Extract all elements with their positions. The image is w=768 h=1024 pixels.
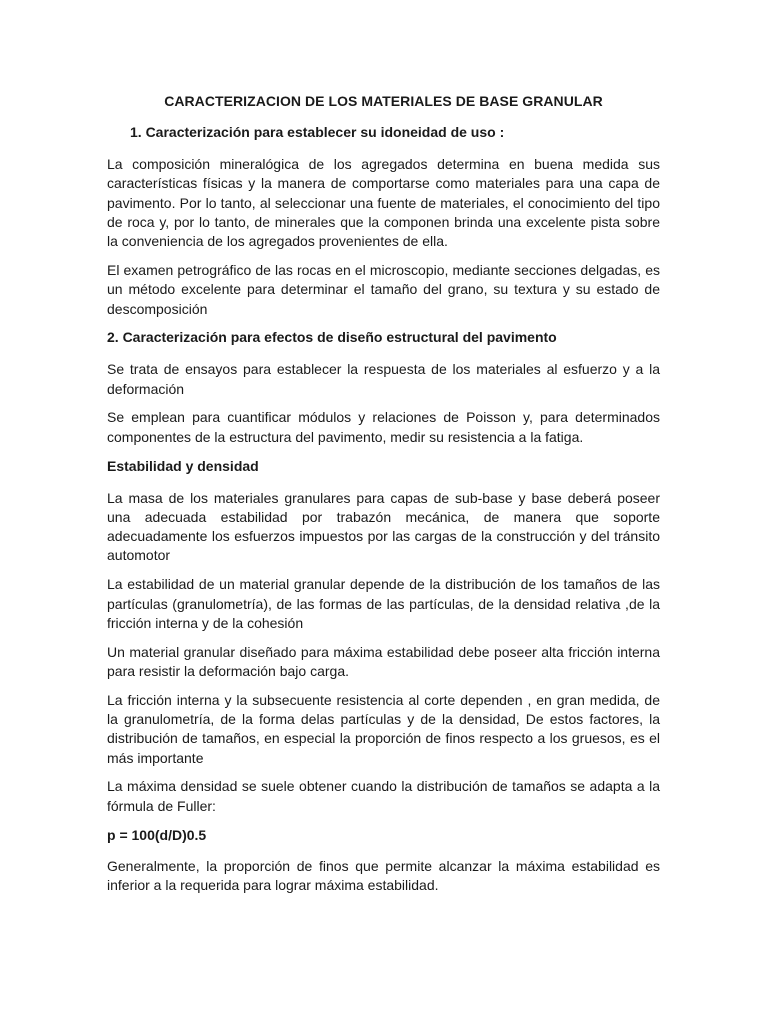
- section-1-heading: 1. Caracterización para establecer su idoneidad de uso :: [130, 124, 505, 140]
- paragraph-4: Se emplean para cuantificar módulos y relaciones de Poisson y, para determinados componentes de la estructura del pavimento, medir su resistencia a la fatiga.: [107, 409, 660, 445]
- paragraph-3: Se trata de ensayos para establecer la respuesta de los materiales al esfuerzo y a la deformación: [107, 361, 660, 397]
- section-3-heading: Estabilidad y densidad: [107, 457, 259, 474]
- paragraph-8: La fricción interna y la subsecuente resistencia al corte dependen , en gran medida, de la granulometría, de la forma delas partículas y de la densidad, De estos factores, la distribución de tamaños, en especial la proporción de finos respecto a los gruesos, es el más importante: [107, 691, 660, 766]
- paragraph-7: Un material granular diseñado para máxima estabilidad debe poseer alta fricción interna para resistir la deformación bajo carga.: [107, 643, 660, 679]
- document-title: CARACTERIZACION DE LOS MATERIALES DE BASE GRANULAR: [164, 93, 603, 109]
- paragraph-1: La composición mineralógica de los agregados determina en buena medida sus características físicas y la manera de comportarse como materiales para una capa de pavimento. Por lo tanto, al seleccionar una fuente de materiales, el conocimiento del tipo de roca y, por lo tanto, de minerales que la componen brinda una excelente pista sobre la conveniencia de los agregados provenientes de ella.: [107, 156, 660, 250]
- paragraph-10: Generalmente, la proporción de finos que permite alcanzar la máxima estabilidad es inferior a la requerida para lograr máxima estabilidad.: [107, 857, 660, 893]
- document-page: [107, 92, 660, 905]
- fuller-formula: p = 100(d/D)0.5: [107, 826, 207, 843]
- paragraph-6: La estabilidad de un material granular depende de la distribución de los tamaños de las partículas (granulometría), de las formas de las partículas, de la densidad relativa ,de la fricción interna y de la cohesión: [107, 576, 660, 631]
- section-2-heading: 2. Caracterización para efectos de diseño estructural del pavimento: [107, 329, 557, 346]
- paragraph-9: La máxima densidad se suele obtener cuando la distribución de tamaños se adapta a la fórmula de Fuller:: [107, 778, 660, 814]
- paragraph-2: El examen petrográfico de las rocas en el microscopio, mediante secciones delgadas, es un método excelente para determinar el tamaño del grano, su textura y su estado de descomposición: [107, 261, 660, 317]
- paragraph-5: La masa de los materiales granulares para capas de sub-base y base deberá poseer una adecuada estabilidad por trabazón mecánica, de manera que soporte adecuadamente los esfuerzos impuestos por las cargas de la construcción y del tránsito automotor: [107, 489, 660, 564]
